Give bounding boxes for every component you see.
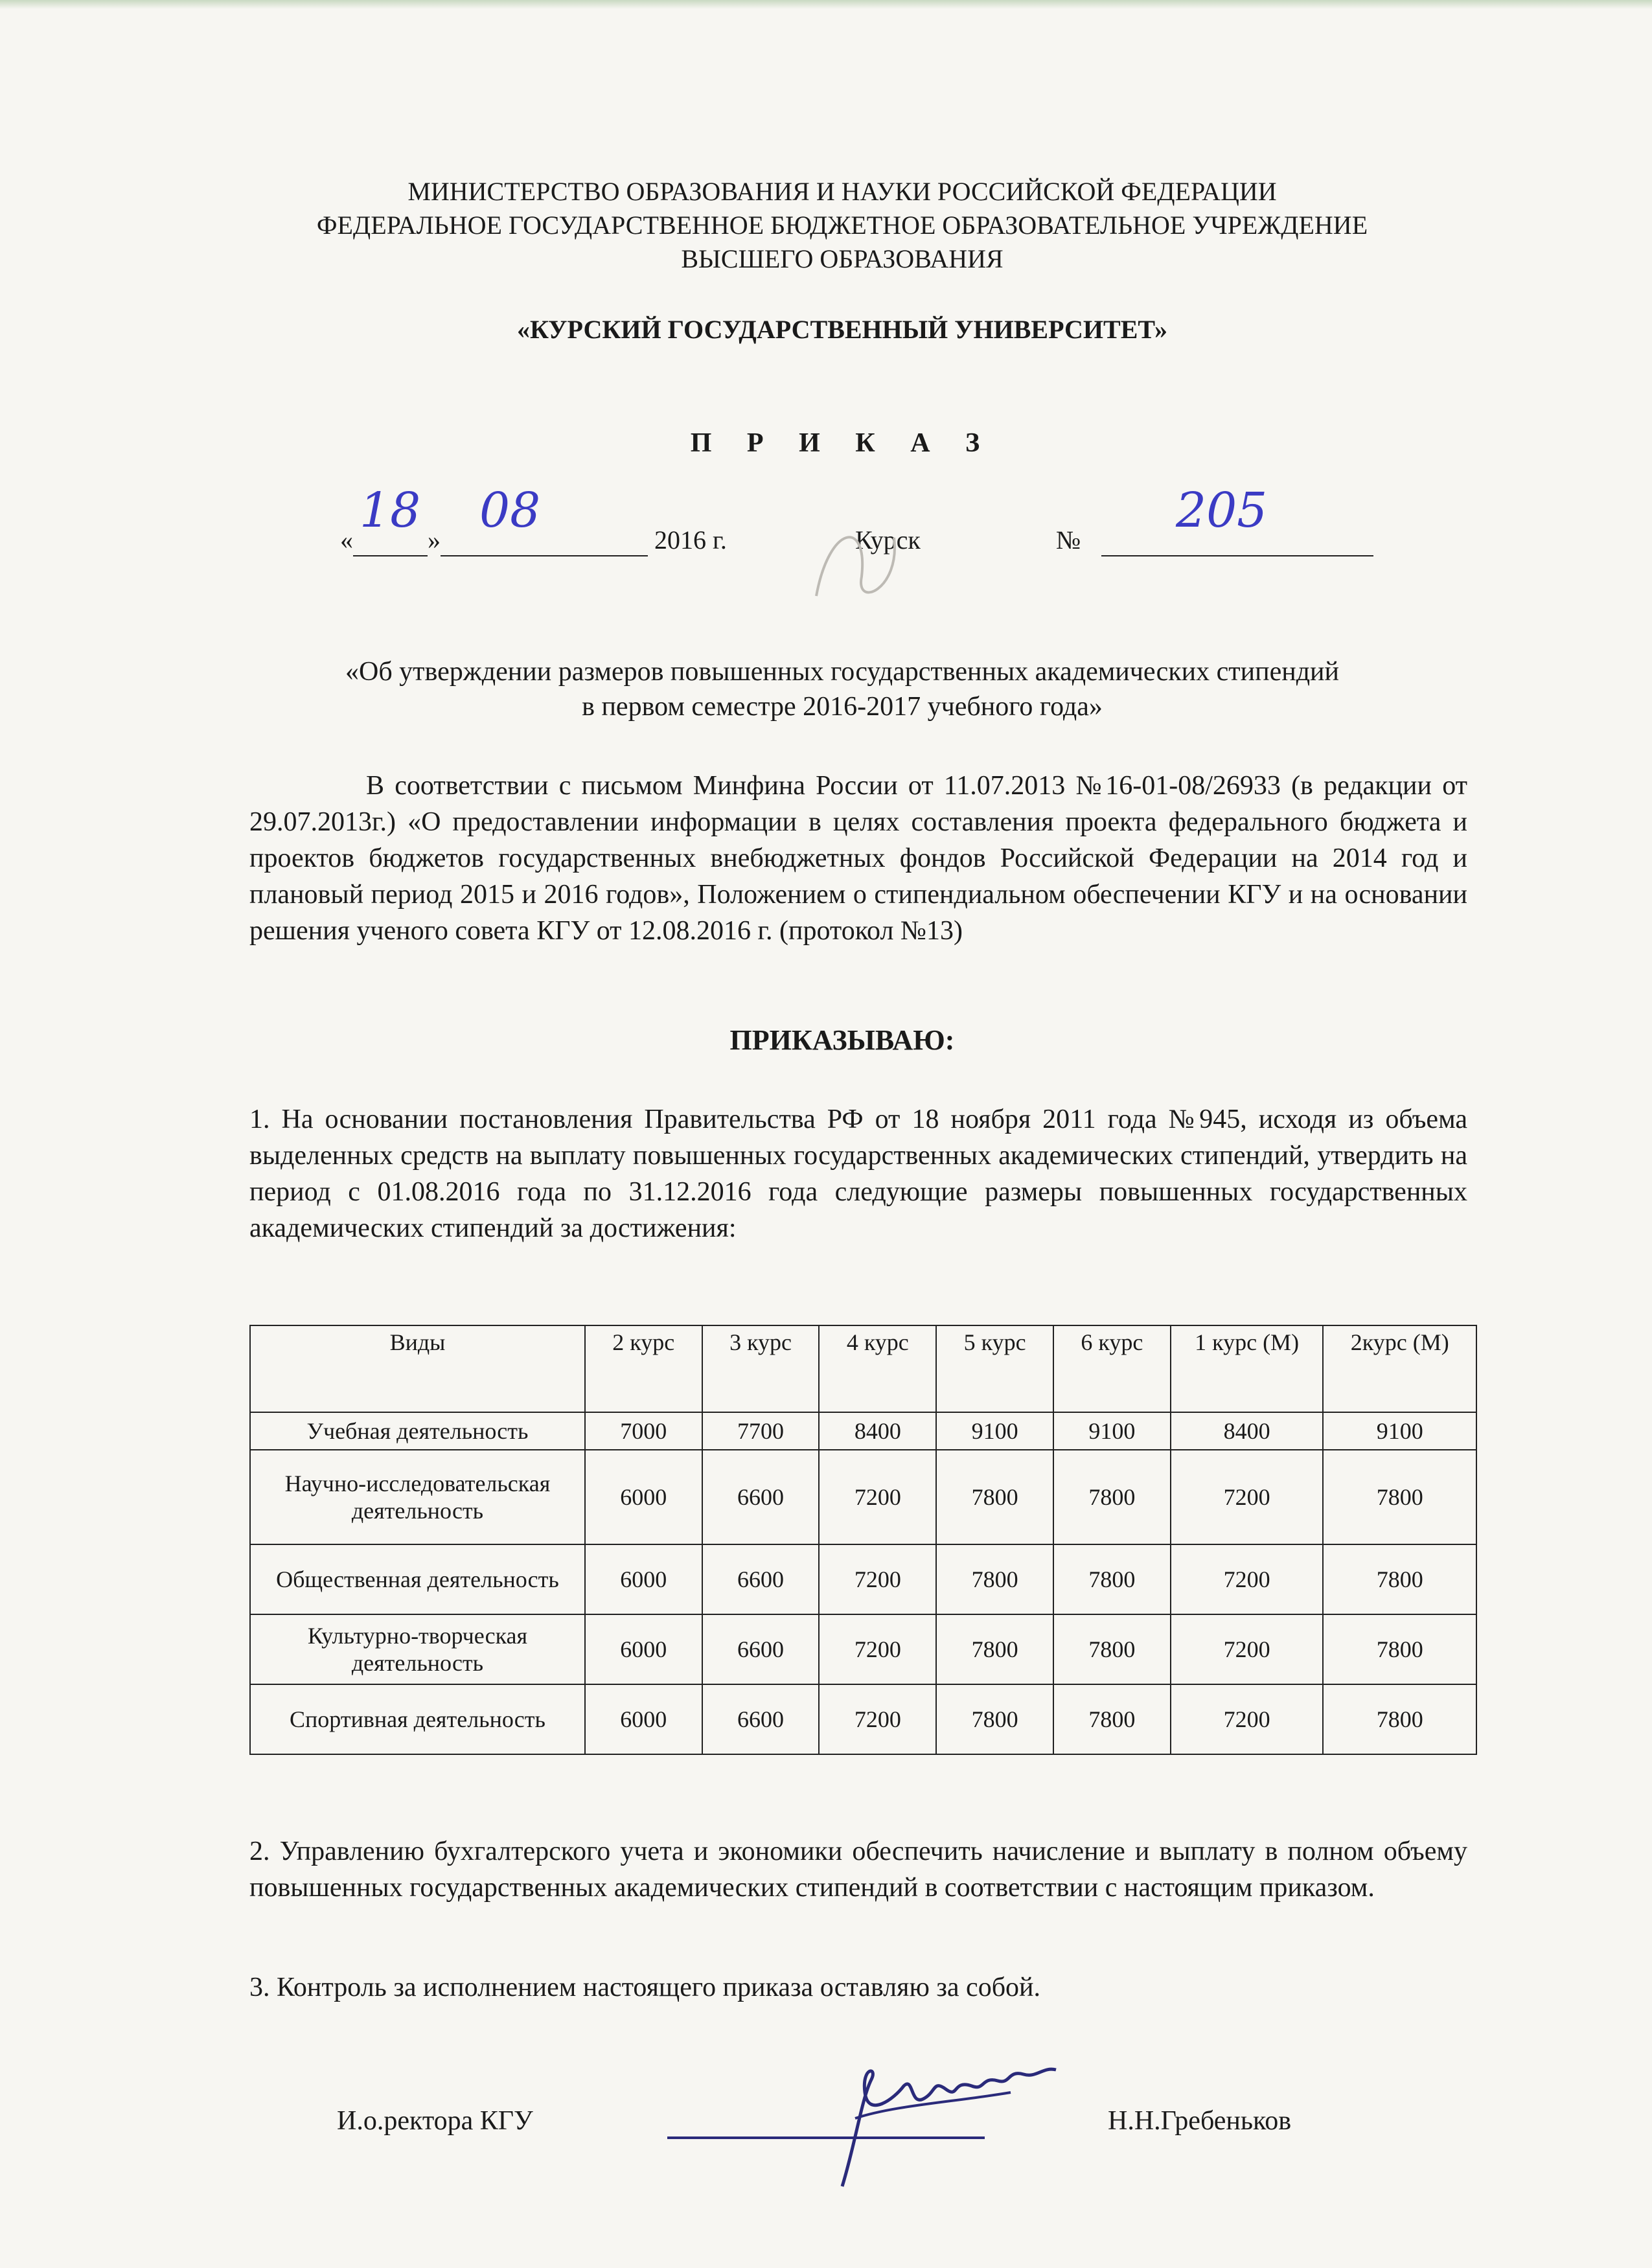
stipend-amount: 6600 [702, 1684, 820, 1754]
handwritten-month: 08 [479, 483, 541, 538]
stipend-amount: 8400 [1171, 1412, 1324, 1450]
stipend-amount: 7800 [1323, 1684, 1476, 1754]
row-label: Учебная деятельность [250, 1412, 585, 1450]
city-name: Курск [855, 525, 921, 555]
column-header: Виды [250, 1325, 585, 1412]
column-header: 2курс (М) [1323, 1325, 1476, 1412]
stipend-amount: 7700 [702, 1412, 820, 1450]
item-1-paragraph: 1. На основании постановления Правительства РФ от 18 ноября 2011 года №945, исходя из объема выделенных средств на выплату повышенных государственных академических стипендий, утвердить на период с 01.08.2016 года по 31.12.2016 года следующие размеры повышенных государственных академических стипендий за достижения: [249, 1105, 1467, 1243]
handwritten-number: 205 [1176, 483, 1268, 538]
stipend-amount: 6000 [585, 1684, 702, 1754]
item-3-paragraph: 3. Контроль за исполнением настоящего приказа оставляю за собой. [249, 1973, 1041, 2002]
table-row [250, 1544, 1476, 1614]
handwritten-signature [648, 2041, 1140, 2196]
document-type: П Р И К А З [690, 428, 994, 458]
scan-edge [0, 0, 1652, 9]
order-word: ПРИКАЗЫВАЮ: [729, 1024, 955, 1056]
faint-mark [790, 499, 920, 628]
stipend-amount: 9100 [1323, 1412, 1476, 1450]
stipend-amount: 8400 [819, 1412, 936, 1450]
stipend-amount: 9100 [936, 1412, 1053, 1450]
row-label: Спортивная деятельность [250, 1684, 585, 1754]
row-label: Культурно-творческая деятельность [250, 1614, 585, 1684]
order-title [194, 654, 1490, 724]
stipend-amount: 7200 [1171, 1614, 1324, 1684]
header-line-3: ВЫСШЕГО ОБРАЗОВАНИЯ [681, 244, 1004, 273]
header-line-1: МИНИСТЕРСТВО ОБРАЗОВАНИЯ И НАУКИ РОССИЙСКОЙ ФЕДЕРАЦИИ [407, 177, 1277, 206]
stipend-amount: 7200 [1171, 1450, 1324, 1544]
stipend-amount: 7800 [1053, 1684, 1171, 1754]
column-header: 5 курс [936, 1325, 1053, 1412]
table-header-row [250, 1325, 1476, 1412]
order-title-line-1: «Об утверждении размеров повышенных государственных академических стипендий [345, 657, 1340, 687]
table-row [250, 1412, 1476, 1450]
stipend-amount: 7200 [819, 1614, 936, 1684]
column-header: 6 курс [1053, 1325, 1171, 1412]
stipend-amount: 7800 [1323, 1544, 1476, 1614]
stipend-amount: 7800 [936, 1450, 1053, 1544]
ministry-header [194, 175, 1490, 276]
stipend-amount: 7200 [819, 1544, 936, 1614]
signer-name: Н.Н.Гребеньков [1108, 2106, 1292, 2136]
stipend-amount: 7200 [1171, 1684, 1324, 1754]
stipend-amount: 7800 [1323, 1450, 1476, 1544]
stipend-amount: 6000 [585, 1450, 702, 1544]
date-year: 2016 г. [654, 525, 727, 555]
table-row [250, 1684, 1476, 1754]
stipend-amount: 7800 [936, 1544, 1053, 1614]
date-day-field: « » [340, 525, 648, 556]
preamble-paragraph: В соответствии с письмом Минфина России от 11.07.2013 №16-01-08/26933 (в редакции от 29.07.2013г.) «О предоставлении информации в целях составления проекта федерального бюджета и проектов бюджетов государственных внебюджетных фондов Российской Федерации на 2014 год и плановый период 2015 и 2016 годов», Положением о стипендиальном обеспечении КГУ и на основании решения ученого совета КГУ от 12.08.2016 г. (протокол №13) [249, 771, 1467, 946]
column-header: 3 курс [702, 1325, 820, 1412]
stipend-amount: 7800 [1323, 1614, 1476, 1684]
stipend-amount: 7200 [819, 1450, 936, 1544]
stipend-amount: 7200 [819, 1684, 936, 1754]
signer-position: И.о.ректора КГУ [337, 2106, 533, 2136]
handwritten-day: 18 [360, 483, 421, 538]
table-row [250, 1614, 1476, 1684]
row-label: Общественная деятельность [250, 1544, 585, 1614]
stipend-amount: 7800 [1053, 1614, 1171, 1684]
stipend-amount: 6000 [585, 1544, 702, 1614]
order-number-field: № [1056, 525, 1373, 556]
university-name: «КУРСКИЙ ГОСУДАРСТВЕННЫЙ УНИВЕРСИТЕТ» [516, 315, 1168, 344]
stipend-amount: 7800 [1053, 1450, 1171, 1544]
stipend-amount: 7200 [1171, 1544, 1324, 1614]
stipend-amount: 7800 [1053, 1544, 1171, 1614]
stipend-table [249, 1325, 1477, 1755]
table-row [250, 1450, 1476, 1544]
stipend-amount: 6600 [702, 1450, 820, 1544]
order-title-line-2: в первом семестре 2016-2017 учебного года» [582, 692, 1103, 722]
stipend-amount: 9100 [1053, 1412, 1171, 1450]
header-line-2: ФЕДЕРАЛЬНОЕ ГОСУДАРСТВЕННОЕ БЮДЖЕТНОЕ ОБРАЗОВАТЕЛЬНОЕ УЧРЕЖДЕНИЕ [316, 211, 1368, 240]
item-2-paragraph: 2. Управлению бухгалтерского учета и экономики обеспечить начисление и выплату в полном объему повышенных государственных академических стипендий в соответствии с настоящим приказом. [249, 1837, 1467, 1903]
stipend-amount: 6600 [702, 1544, 820, 1614]
stipend-amount: 6600 [702, 1614, 820, 1684]
row-label: Научно-исследовательская деятельность [250, 1450, 585, 1544]
column-header: 2 курс [585, 1325, 702, 1412]
stipend-amount: 7000 [585, 1412, 702, 1450]
stipend-amount: 7800 [936, 1614, 1053, 1684]
column-header: 4 курс [819, 1325, 936, 1412]
stipend-amount: 6000 [585, 1614, 702, 1684]
stipend-amount: 7800 [936, 1684, 1053, 1754]
column-header: 1 курс (М) [1171, 1325, 1324, 1412]
